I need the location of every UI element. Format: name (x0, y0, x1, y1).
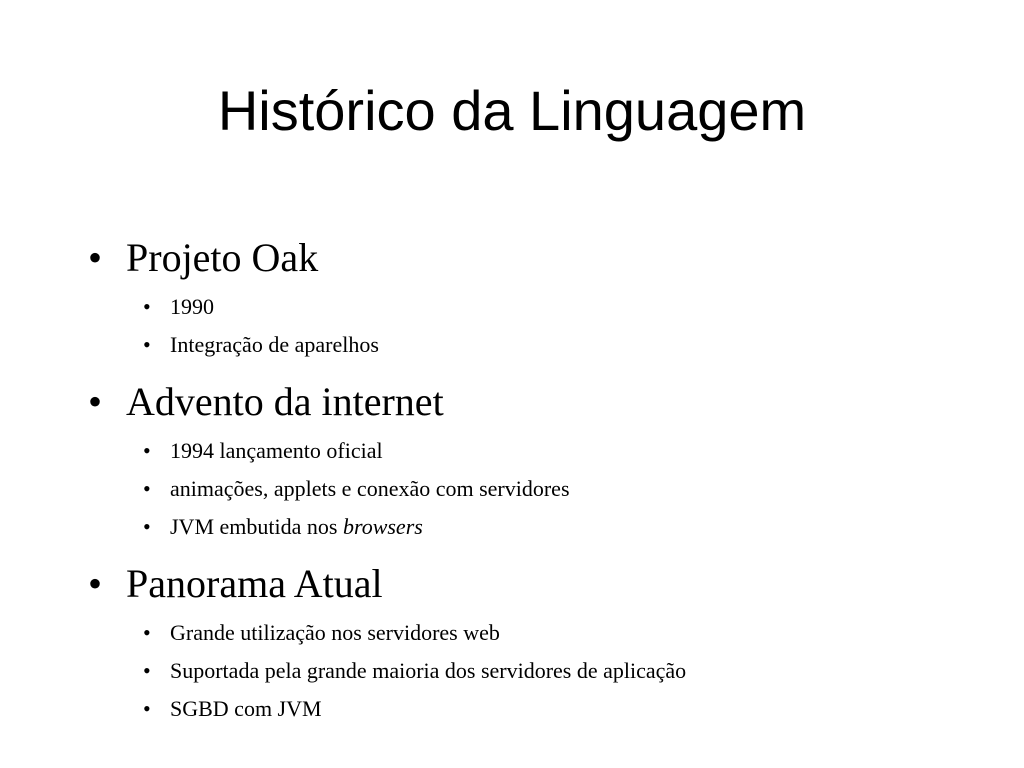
bullet-icon: • (88, 379, 103, 424)
bullet-icon: • (88, 235, 103, 280)
sub-item (143, 288, 988, 326)
section-heading-panorama-atual (88, 558, 988, 610)
sub-item-text: Integração de aparelhos (170, 332, 379, 357)
sub-list (143, 614, 988, 728)
sub-item (143, 432, 988, 470)
sub-list (143, 432, 988, 546)
sub-item-text: Grande utilização nos servidores web (170, 620, 500, 645)
bullet-icon: • (88, 561, 103, 606)
section-heading-projeto-oak (88, 232, 988, 284)
sub-item (143, 614, 988, 652)
sub-list (143, 288, 988, 364)
sub-item-emphasis: browsers (342, 514, 423, 539)
section-heading-advento-da-internet (88, 376, 988, 428)
sub-item (143, 508, 988, 546)
section-heading-text: Panorama Atual (126, 561, 383, 606)
bullet-icon: • (143, 332, 151, 357)
sub-item (143, 690, 988, 728)
sub-item-text: animações, applets e conexão com servidores (170, 476, 570, 501)
sub-item-text: Suportada pela grande maioria dos servidores de aplicação (170, 658, 687, 683)
bullet-icon: • (143, 658, 151, 683)
bullet-icon: • (143, 294, 151, 319)
bullet-icon: • (143, 696, 151, 721)
bullet-icon: • (143, 620, 151, 645)
bullet-icon: • (143, 476, 151, 501)
sub-item-text: SGBD com JVM (170, 696, 322, 721)
bullet-list (88, 232, 988, 740)
section-heading-text: Projeto Oak (126, 235, 319, 280)
sub-item-text: 1990 (170, 294, 214, 319)
sub-item (143, 470, 988, 508)
sub-item (143, 652, 988, 690)
section-heading-text: Advento da internet (126, 379, 444, 424)
bullet-icon: • (143, 514, 151, 539)
sub-item-text: 1994 lançamento oficial (170, 438, 383, 463)
slide-title: Histórico da Linguagem (217, 79, 807, 142)
sub-item (143, 326, 988, 364)
sub-item-text: JVM embutida nos (170, 514, 343, 539)
bullet-icon: • (143, 438, 151, 463)
